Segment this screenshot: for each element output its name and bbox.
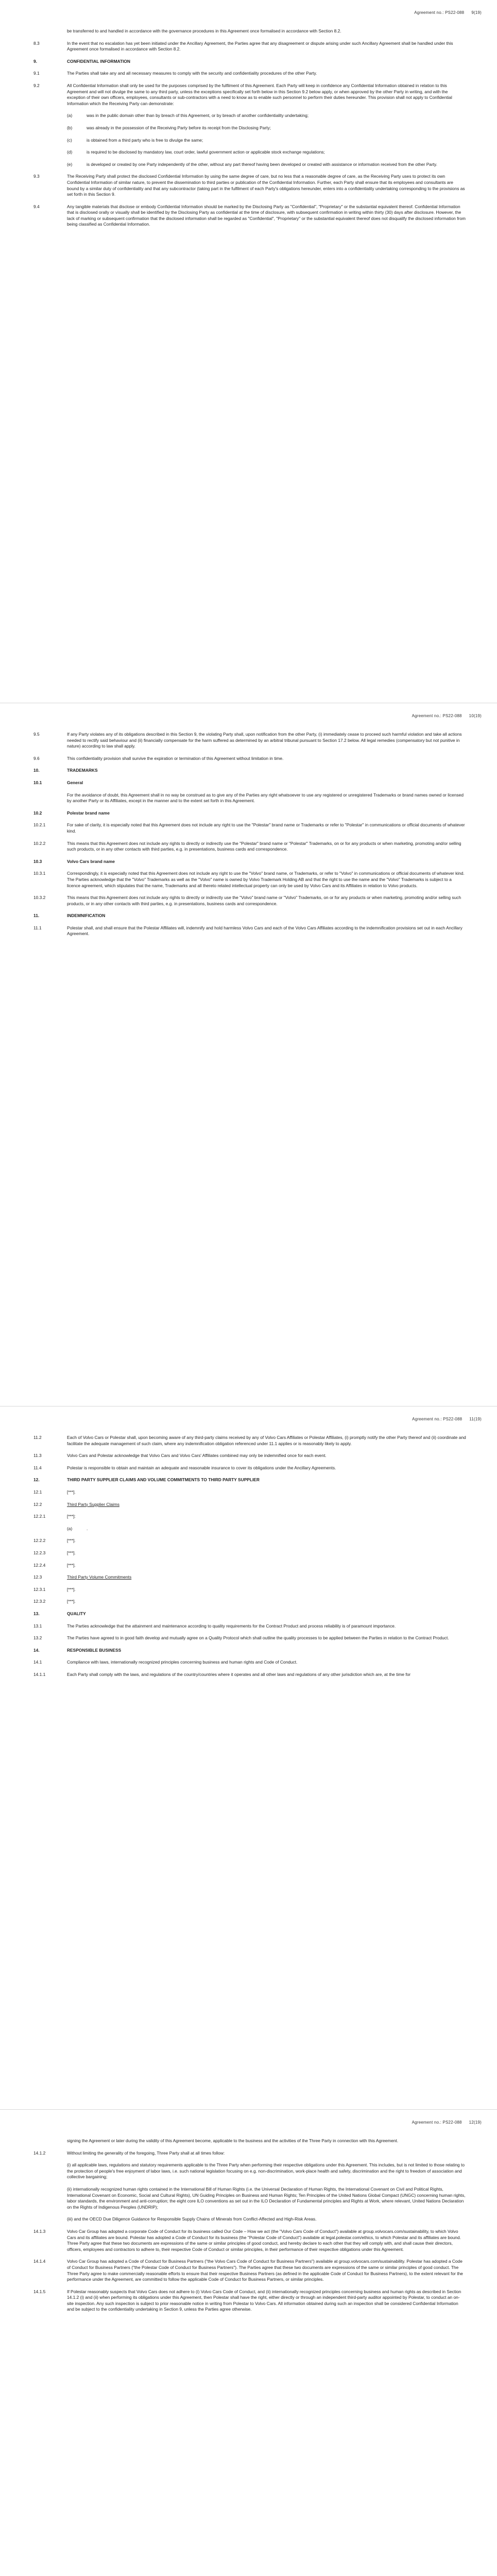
clause-text: The Receiving Party shall protect the disclosed Confidential Information by using the same degree of care, but no less that a reasonable degree of care, as the Receiving Party uses to protect its own Confidential Information of similar nature, to prevent the dissemination to third parties or publication of the Confidential Information. Further, each Party shall ensure that its employees and consultants are bound by a similar duty of confidentiality and that any subcontractor (taking part in the fulfilment of each Party's obligations hereunder, enters into a confidentiality undertaking corresponding to the provisions as set forth in this Section 9. — [67, 174, 465, 197]
clause-number — [33, 138, 67, 144]
heading-text: QUALITY — [67, 1611, 86, 1616]
clause — [33, 871, 466, 889]
heading-text: TRADEMARKS — [67, 768, 98, 773]
section-heading — [33, 768, 466, 774]
clause — [33, 2162, 466, 2180]
clause-text: Third Party Supplier Claims — [67, 1501, 119, 1507]
clause-text: [***]. — [67, 1538, 76, 1544]
clause-number: 9.6 — [33, 755, 40, 761]
clause — [33, 1453, 466, 1459]
clause-text: is obtained from a third party who is free to divulge the same; — [87, 137, 203, 143]
clause-text: (i) all applicable laws, regulations and statutory requirements applicable to the Three Party when performing their respective obligations under this Agreement. This includes, but is not limited to those relating to the protection of people's free enjoyment of labor laws, i.e. such national legislation focusing on e.g. non-discrimination, work-place health and safety, discrimination and the right to freedom of association and collective bargaining; — [67, 2162, 465, 2180]
clause-number: 9.5 — [33, 732, 40, 737]
section-heading — [33, 1477, 466, 1483]
clause-number: 12.2.2 — [33, 1538, 46, 1544]
clause-number: 12.3.2 — [33, 1599, 46, 1604]
clause-number: 9.4 — [33, 204, 40, 209]
clause-number: 9.3 — [33, 174, 40, 179]
clause-number — [33, 162, 67, 168]
section-heading — [33, 859, 466, 865]
clause-text: The Parties have agreed to in good faith develop and mutually agree on a Quality Protocol which shall outline the quality processes to be applied between the Parties in relation to the Contract Product. — [67, 1635, 449, 1641]
clause — [33, 174, 466, 197]
clause — [33, 204, 466, 228]
clause — [33, 1623, 466, 1630]
clause-text: [***]. — [67, 1562, 76, 1568]
document-page — [0, 1406, 497, 2110]
clause — [33, 1526, 466, 1532]
agreement-number: Agreement no.: PS22-088 — [412, 714, 462, 718]
clause-text: This means that this Agreement does not include any rights to directly or indirectly use the "Volvo" brand name or "Volvo" Trademarks, on or for any products or when marketing, promoting and/or selling such products, or in any other contacts with third parties, e.g. in presentations, business cards and correspondence. — [67, 895, 461, 906]
clause-text: . — [87, 1526, 88, 1531]
clause — [33, 113, 466, 119]
clause-number: 14. — [33, 1647, 40, 1653]
heading-text: Polestar brand name — [67, 810, 110, 816]
clause-text: This means that this Agreement does not include any rights to directly or indirectly use the "Polestar" brand name or "Polestar" Trademarks, on or for any products or when marketing, promoting and/or selling such products, or in any other contacts with third parties, e.g. in presentations, business cards and correspondence. — [67, 840, 461, 852]
heading-text: CONFIDENTIAL INFORMATION — [67, 58, 130, 64]
clause-text: The Parties shall take any and all necessary measures to comply with the security and confidentiality procedures of the other Party. — [67, 71, 317, 76]
clause — [33, 2150, 466, 2157]
clause-text: Volvo Car Group has adopted a corporate Code of Conduct for its business called Our Code – How we act (the "Volvo Cars Code of Conduct") available at group.volvocars.com/sustainability, to which Volvo Cars and its affiliates are bound. Polestar has adopted a Code of Conduct for its business (the "Polestar Code of Conduct") available at legal.polestar.com/ethics, to which Polestar and its affiliates are bound. Three Party agree that these two documents are expressions of the same or similar principles of good conduct, and hereby declare to each other that they will comply with, and shall cause their directors, officers, employees and contractors to adhere to, their respective Code of Conduct or similar principles, in their performance of their respective obligations under this Agreement. — [67, 2228, 461, 2252]
clause-text: This confidentiality provision shall survive the expiration or termination of this Agreement without limitation in time. — [67, 755, 284, 761]
page-header — [414, 10, 482, 15]
clause-number: 14.1.2 — [33, 2150, 46, 2156]
page-number: 9(19) — [471, 10, 482, 15]
clause — [33, 1635, 466, 1641]
heading-text: THIRD PARTY SUPPLIER CLAIMS AND VOLUME COMMITMENTS TO THIRD PARTY SUPPLIER — [67, 1477, 260, 1483]
clause-text: [***]. — [67, 1550, 76, 1555]
clause — [33, 895, 466, 907]
clause-number — [33, 1526, 67, 1532]
clause-number: 10.3.2 — [33, 895, 46, 901]
document-page — [0, 0, 497, 703]
clause — [33, 1435, 466, 1447]
clause-number: 14.1.4 — [33, 2259, 46, 2264]
clause-number: 9.1 — [33, 71, 40, 76]
clause-text: (iii) and the OECD Due Diligence Guidance for Responsible Supply Chains of Minerals from Conflict-Affected and High-Risk Areas. — [67, 2216, 317, 2222]
clause-text: Polestar shall, and shall ensure that the Polestar Affiliates will, indemnify and hold harmless Volvo Cars and each of the Volvo Cars Affiliates according to the indemnification provisions set out in each Ancillary Agreement. — [67, 925, 462, 937]
clause-number: 12.3 — [33, 1574, 42, 1580]
clause-number: 9.2 — [33, 82, 40, 88]
clause-number: 12.1 — [33, 1489, 42, 1495]
clause — [33, 841, 466, 853]
clause-number: 11.4 — [33, 1465, 42, 1470]
clause-number: 10.3.1 — [33, 871, 46, 876]
clause-number: 14.1.3 — [33, 2228, 46, 2234]
section-heading — [33, 810, 466, 817]
page-number: 10(19) — [469, 714, 482, 718]
clause — [33, 2138, 466, 2144]
clause-text: Third Party Volume Commitments — [67, 1574, 132, 1580]
clause — [33, 2187, 466, 2210]
clause — [33, 28, 466, 35]
clause-number: 14.1.1 — [33, 1671, 46, 1677]
clause-number — [33, 2187, 67, 2210]
clause-number — [33, 2162, 67, 2180]
clause-number: 10.3 — [33, 858, 42, 864]
clause-letter: (a) — [67, 1526, 73, 1531]
heading-text: INDEMNIFICATION — [67, 913, 106, 919]
clause-number: 9. — [33, 58, 37, 64]
clause-number — [33, 2138, 67, 2144]
clause-number: 10.2 — [33, 810, 42, 816]
clause-text: Compliance with laws, internationally recognized principles concerning business and human rights and Code of Conduct. — [67, 1659, 298, 1665]
clause-text: In the event that no escalation has yet been initiated under the Ancillary Agreement, the Parties agree that any disagreement or dispute arising under such Ancillary Agreement shall be handled under this Agreement once formalised in accordance with Section 8.2. — [67, 40, 453, 52]
document-page — [0, 2110, 497, 2576]
clause-number: 12.2.4 — [33, 1562, 46, 1568]
clause-text: was in the public domain other than by breach of this Agreement, or by breach of another confidentiality undertaking; — [87, 113, 309, 118]
clause — [33, 1659, 466, 1666]
clause-text: is developed or created by one Party independently of the other, without any part thereof having been developed or created with assistance or information received from the other Party. — [87, 161, 437, 167]
clause — [33, 1574, 466, 1581]
page-header — [412, 714, 482, 718]
clause-letter: (c) — [67, 137, 72, 143]
clause-text: [***]. — [67, 1489, 76, 1495]
clause-text: Any tangible materials that disclose or embody Confidential Information should be marked by the Disclosing Party as "Confidential", "Proprietary" or the substantial equivalent thereof. Confidential Information that is disclosed orally or visually shall be identified by the Disclosing Party as confidential at the time of disclosure, with subsequent confirmation in writing within thirty (30) days after disclosure. However, the lack of marking or subsequent confirmation that the disclosed information shall be regarded as "Confidential", "Proprietary" or the substantial equivalent thereof does not disqualify the disclosed information from being classified as Confidential Information. — [67, 204, 466, 227]
clause — [33, 2229, 466, 2252]
clause-number — [33, 2216, 67, 2223]
clause — [33, 149, 466, 156]
clause — [33, 822, 466, 834]
clause-number: 11.2 — [33, 1435, 42, 1440]
clause-text: Polestar is responsible to obtain and maintain an adequate and reasonable insurance to cover its obligations under the Ancillary Agreements. — [67, 1465, 336, 1470]
clause-text: be transferred to and handled in accordance with the governance procedures in this Agreement once formalised in accordance with Section 8.2. — [67, 28, 341, 33]
clause — [33, 1563, 466, 1569]
clause-number: 12.3.1 — [33, 1586, 46, 1592]
clause-number — [33, 125, 67, 131]
clause-number: 11.1 — [33, 925, 42, 930]
clause-text: If any Party violates any of its obligations described in this Section 9, the violating Party shall, upon notification from the other Party, (i) immediately cease to proceed such harmful violation and take all actions needed to rectify said behaviour and (ii) financially compensate for the harm suffered as determined by an arbitral tribunal pursuant to Section 17.2 below. All legal remedies (compensatory but not punitive in nature) according to law shall apply. — [67, 732, 462, 749]
agreement-number: Agreement no.: PS22-088 — [412, 2120, 462, 2125]
clause-number — [33, 792, 67, 804]
clause-number: 10.2.1 — [33, 822, 46, 828]
clause — [33, 1550, 466, 1556]
clause — [33, 1587, 466, 1593]
clause-letter: (d) — [67, 149, 73, 155]
clause-text: is required to be disclosed by mandatory law, court order, lawful government action or applicable stock exchange regulations; — [87, 149, 325, 155]
clause-number: 10. — [33, 768, 40, 773]
heading-text: RESPONSIBLE BUSINESS — [67, 1647, 122, 1653]
clause-number: 13. — [33, 1611, 40, 1616]
clause — [33, 162, 466, 168]
clause-text: was already in the possession of the Receiving Party before its receipt from the Disclosing Party; — [87, 125, 271, 130]
clause-text: [***]. — [67, 1586, 76, 1592]
clause — [33, 732, 466, 750]
clause-number: 11.3 — [33, 1453, 42, 1459]
section-heading — [33, 913, 466, 919]
clause — [33, 792, 466, 804]
agreement-number: Agreement no.: PS22-088 — [414, 10, 465, 15]
clause-text: Volvo Cars and Polestar acknowledge that Volvo Cars and Volvo Cars' Affiliates combined may only be indemnified once for each event. — [67, 1453, 327, 1459]
clause — [33, 1502, 466, 1508]
clause-number: 11. — [33, 913, 40, 919]
clause-number: 14.1.5 — [33, 2289, 46, 2294]
clause-number: 12. — [33, 1477, 40, 1483]
clause — [33, 83, 466, 107]
clause-text: Each Party shall comply with the laws, and regulations of the country/countries where it operates and all other laws and regulations of any other jurisdiction which are, at the time for — [67, 1671, 411, 1677]
clause — [33, 2259, 466, 2282]
clause-text: signing the Agreement or later during the validity of this Agreement become, applicable to the business and the activities of the Three Party in connection with this Agreement. — [67, 2138, 399, 2143]
clause — [33, 125, 466, 131]
clause-text: Correspondingly, it is especially noted that this Agreement does not include any right to use the "Volvo" brand name, or Trademarks, or refer to "Volvo" in communications or official documents of whatever kind. The Parties acknowledge that the "Volvo" Trademarks as well as the "Volvo" name is owned by Volvo Trademark Holding AB and that the right to use the name and the "Volvo" Trademarks is subject to a licence agreement, which stipulates that the name, Trademarks and all thereto related intellectual property can only be used by Volvo Cars and its Affiliates in relation to Volvo products. — [67, 871, 465, 888]
heading-text: Volvo Cars brand name — [67, 858, 115, 864]
clause-text: If Polestar reasonably suspects that Volvo Cars does not adhere to (i) Volvo Cars Code of Conduct, and (ii) internationally recognized principles concerning business and human rights as described in Section 14.1.2 (i) and (ii) when performing its obligations under this Agreement, then Polestar shall have the right, either directly or through an independent third-party auditor appointed by Polestar, to conduct an on-site inspection. Any such inspection is subject to prior reasonable notice in writing from Polestar to Volvo Cars. All information obtained during such an inspection shall be considered Confidential Information and be subject to the confidentiality undertaking in Section 9, unless the Parties agree otherwise. — [67, 2289, 461, 2312]
clause-number: 13.2 — [33, 1635, 42, 1641]
clause-text: For sake of clarity, it is especially noted that this Agreement does not include any right to use the "Polestar" brand name or Trademarks or refer to "Polestar" in communications or official documents of whatever kind. — [67, 822, 465, 834]
clause-number — [33, 113, 67, 119]
clause-number: 13.1 — [33, 1623, 42, 1629]
clause-number — [33, 149, 67, 156]
clause — [33, 1672, 466, 1678]
clause-number — [33, 28, 67, 35]
clause-number: 14.1 — [33, 1659, 42, 1665]
clause-text: (ii) internationally recognized human rights contained in the International Bill of Human Rights (i.e. the Universal Declaration of Human Rights, the International Covenant on Civil and Political Rights, International Covenant on Economic, Social and Cultural Rights), UN Guiding Principles on Business and Human Rights; Ten Principles of the United Nations Global Compact (UNGC) concerning human rights, labor standards, the environment and anti-corruption; the eight core ILO conventions as set out in the ILO Declaration of Fundamental principles and Rights at Work, where relevant, United Nations Declaration on the Rights of Indigenous Peoples (UNDRIP); — [67, 2186, 466, 2210]
clause-text: [***]. — [67, 1599, 76, 1604]
clause — [33, 1465, 466, 1471]
clause-letter: (e) — [67, 161, 73, 167]
clause-number: 12.2.3 — [33, 1550, 46, 1555]
clause — [33, 1538, 466, 1544]
clause-number: 10.1 — [33, 779, 42, 785]
clause-text: [***]: — [67, 1514, 76, 1519]
clause-number: 12.2.1 — [33, 1514, 46, 1519]
clause — [33, 138, 466, 144]
clause-text: Volvo Car Group has adopted a Code of Conduct for Business Partners ("the Volvo Cars Code of Conduct for Business Partners") available at group.volvocars.com/sustainability. Polestar has adopted a Code of Conduct for Business Partners ("the Polestar Code of Conduct for Business Partners"). The Parties agree that these two documents are expressions of the same or similar principles of good conduct. The Three Party agree to make commercially reasonable efforts to ensure that their respective Business Partners (as defined in the applicable Code of Conduct for Business Partners), to the extent relevant for the performance under the Agreement, are committed to follow the applicable Code of Conduct for Business Partners, or similar principles. — [67, 2259, 463, 2282]
page-header — [412, 1417, 482, 1421]
page-header — [412, 2120, 482, 2125]
page-number: 12(19) — [469, 2120, 482, 2125]
clause-letter: (a) — [67, 113, 73, 118]
page-number: 11(19) — [469, 1417, 482, 1421]
clause-number: 10.2.2 — [33, 840, 46, 846]
clause — [33, 2216, 466, 2223]
clause-text: Without limiting the generality of the foregoing, Three Party shall at all times follow: — [67, 2150, 225, 2156]
clause-number: 8.3 — [33, 40, 40, 46]
section-heading — [33, 59, 466, 65]
clause-text: For the avoidance of doubt, this Agreement shall in no way be construed as to give any of the Parties any right whatsoever to use any registered or unregistered Trademarks or brand names owned or licensed by another Party or its Affiliates, except in the manner and to the extent set forth in this Agreement. — [67, 792, 464, 804]
document-page — [0, 703, 497, 1406]
clause — [33, 41, 466, 53]
section-heading — [33, 1648, 466, 1654]
clause — [33, 1489, 466, 1496]
clause — [33, 925, 466, 937]
clause-text: Each of Volvo Cars or Polestar shall, upon becoming aware of any third-party claims received by any of Volvo Cars Affiliates or Polestar Affiliates, (i) promptly notify the other Party thereof and (ii) coordinate and facilitate the adequate management of such claim, where any indemnification obligation referenced under 11.1 applies or is reasonably likely to apply. — [67, 1435, 466, 1446]
agreement-number: Agreement no.: PS22-088 — [412, 1417, 462, 1421]
section-heading — [33, 780, 466, 786]
clause-text: All Confidential Information shall only be used for the purposes comprised by the fulfilment of this Agreement. Each Party will keep in confidence any Confidential Information obtained in relation to this Agreement and will not divulge the same to any third party, unless the exceptions specifically set forth below in this Section 9.2 below apply, or when approved by the other Party in writing, and with the exception of their own officers, employees, consultants or sub-contractors with a need to know as to enable such personnel to perform their duties hereunder. This provision shall not apply to Confidential Information which the Receiving Party can demonstrate: — [67, 82, 452, 106]
clause-letter: (b) — [67, 125, 73, 130]
clause — [33, 1599, 466, 1605]
clause — [33, 756, 466, 762]
clause-text: The Parties acknowledge that the attainment and maintenance according to quality requirements for the Contract Product and process reliability is of paramount importance. — [67, 1623, 396, 1629]
clause — [33, 1514, 466, 1520]
heading-text: General — [67, 779, 83, 785]
clause — [33, 71, 466, 77]
section-heading — [33, 1611, 466, 1617]
clause-number: 12.2 — [33, 1501, 42, 1507]
clause — [33, 2289, 466, 2313]
